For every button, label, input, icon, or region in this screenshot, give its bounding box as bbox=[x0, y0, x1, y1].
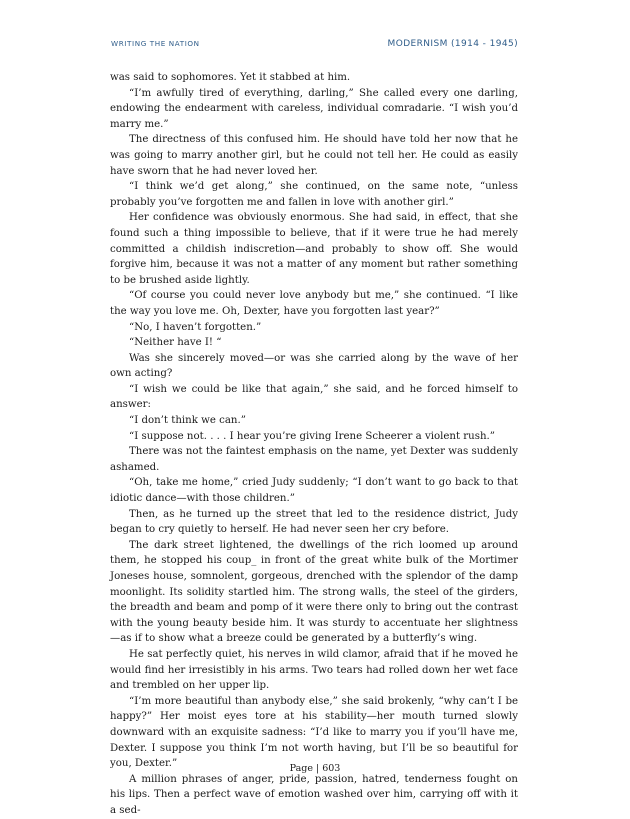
paragraph: “Oh, take me home,” cried Judy suddenly; “I don’t want to go back to that idiotic dance—with those children.” bbox=[110, 477, 518, 505]
running-header bbox=[111, 39, 518, 49]
body-text bbox=[110, 70, 518, 819]
paragraph: Then, as he turned up the street that led to the residence district, Judy began to cry quietly to herself. He had never seen her cry before. bbox=[110, 508, 518, 536]
paragraph: Her confidence was obviously enormous. She had said, in effect, that she found such a thing impossible to believe, that if it were true he had merely committed a childish indiscretion—and probably to show off. She would forgive him, because it was not a matter of any moment but rather something to be brushed aside lightly. bbox=[110, 212, 518, 286]
paragraph: “I suppose not. . . . I hear you’re giving Irene Scheerer a violent rush.” bbox=[129, 430, 495, 442]
paragraph: A million phrases of anger, pride, passion, hatred, tenderness fought on his lips. Then a perfect wave of emotion washed over him, carrying off with it a sed- bbox=[110, 773, 518, 816]
paragraph: There was not the faintest emphasis on the name, yet Dexter was suddenly ashamed. bbox=[110, 446, 518, 473]
paragraph: “Neither have I! “ bbox=[129, 337, 222, 349]
paragraph: “I don’t think we can.” bbox=[129, 415, 246, 427]
paragraph: “No, I haven’t forgotten.” bbox=[129, 321, 262, 333]
paragraph: was said to sophomores. Yet it stabbed at him. bbox=[110, 72, 351, 83]
paragraph: “I’m awfully tired of everything, darling,” She called every one darling, endowing the endearment with careless, individual comradarie. “I wish you’d marry me.” bbox=[110, 87, 518, 130]
paragraph: Was she sincerely moved—or was she carried along by the wave of her own acting? bbox=[110, 352, 518, 380]
paragraph: “Of course you could never love anybody but me,” she continued. “I like the way you love me. Oh, Dexter, have you forgotten last year?” bbox=[110, 290, 518, 317]
paragraph: He sat perfectly quiet, his nerves in wild clamor, afraid that if he moved he would find her irresistibly in his arms. Two tears had rolled down her wet face and trembled on her upper lip. bbox=[110, 648, 518, 692]
header-period-title: MODERNISM (1914 - 1945) bbox=[387, 39, 518, 49]
paragraph: The dark street lightened, the dwellings of the rich loomed up around them, he stopped his coup_ in front of the great white bulk of the Mortimer Joneses house, somnolent, gorgeous, drenched with the splendor of the damp moonlight. Its solidity startled him. The strong walls, the steel of the girders, the breadth and beam and pomp of it were there only to bring out the contrast with the young beauty beside him. It was sturdy to accentuate her slightness—as if to show what a breeze could be generated by a butterfly’s wing. bbox=[110, 539, 518, 645]
header-section-title: WRITING THE NATION bbox=[111, 39, 200, 48]
paragraph: The directness of this confused him. He should have told her now that he was going to marry another girl, but he could not tell her. He could as easily have sworn that he had never loved her. bbox=[110, 134, 518, 177]
page-number: Page | 603 bbox=[289, 763, 341, 774]
paragraph: “I think we’d get along,” she continued, on the same note, “unless probably you’ve forgotten me and fallen in love with another girl.” bbox=[110, 181, 518, 208]
paragraph: “I wish we could be like that again,” she said, and he forced himself to answer: bbox=[110, 383, 518, 411]
paragraph: “I’m more beautiful than anybody else,” she said brokenly, “why can’t I be happy?” Her moist eyes tore at his stability—her mouth turned slowly downward with an exquisite sadness: “I’d like to marry you if you’ll have me, Dexter. I suppose you think I’m not worth having, but I’ll be so beautiful for you, Dexter.” bbox=[110, 695, 518, 770]
